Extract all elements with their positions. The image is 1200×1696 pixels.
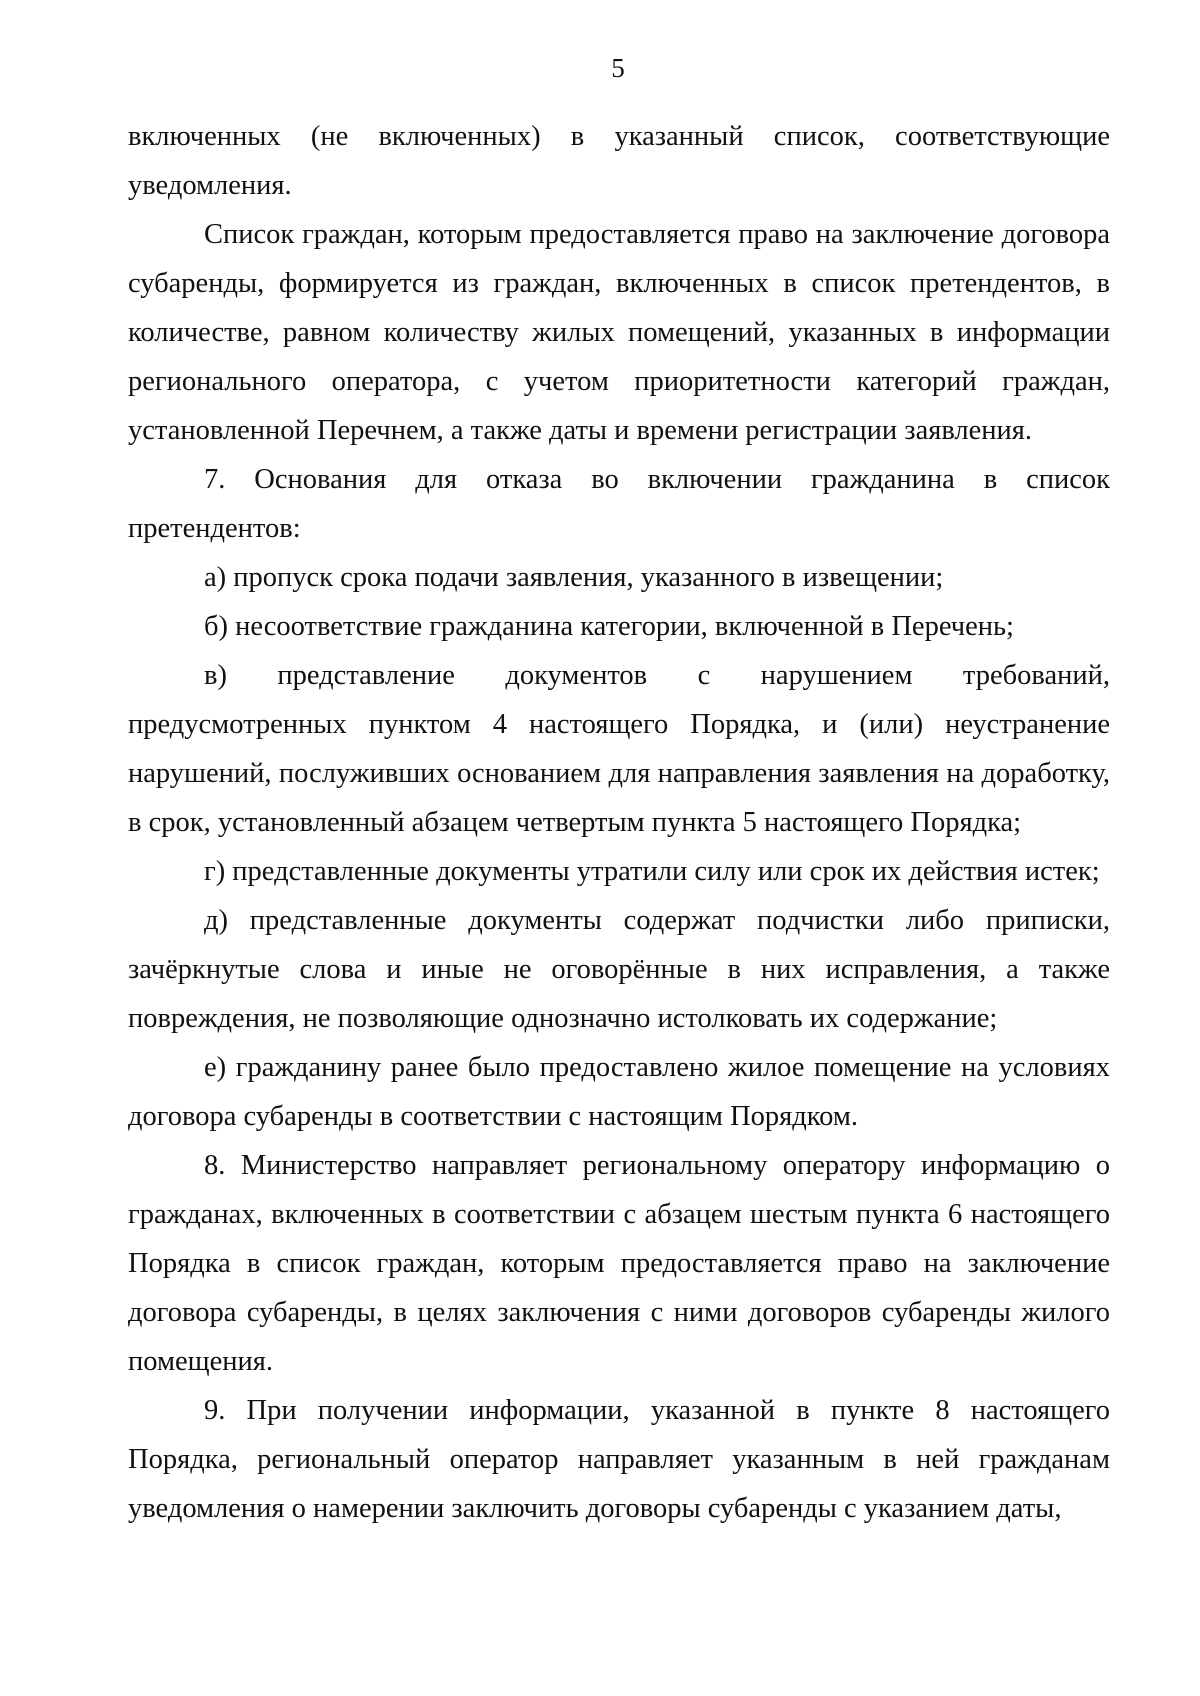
paragraph-item-7d: д) представленные документы содержат подчистки либо приписки, зачёркнутые слова и иные не оговорённые в них исправления, а также повреждения, не позволяющие однозначно истолковать их содержание; — [128, 905, 1110, 1034]
paragraph-item-8: 8. Министерство направляет региональному оператору информацию о гражданах, включенных в соответствии с абзацем шестым пункта 6 настоящего Порядка в список граждан, которым предоставляется право на заключение договора субаренды, в целях заключения с ними договоров субаренды жилого помещения. — [128, 1150, 1110, 1377]
page-number: 5 — [611, 53, 625, 83]
paragraph-list-formation: Список граждан, которым предоставляется право на заключение договора субаренды, формируется из граждан, включенных в список претендентов, в количестве, равном количеству жилых помещений, указанных в информации регионального оператора, с учетом приоритетности категорий граждан, установленной Перечнем, а также даты и времени регистрации заявления. — [128, 219, 1110, 446]
paragraph-item-7v: в) представление документов с нарушением требований, предусмотренных пунктом 4 настоящего Порядка, и (или) неустранение нарушений, послуживших основанием для направления заявления на доработку, в срок, установленный абзацем четвертым пункта 5 настоящего Порядка; — [128, 660, 1110, 838]
paragraph-item-7e: е) гражданину ранее было предоставлено жилое помещение на условиях договора субаренды в соответствии с настоящим Порядком. — [128, 1052, 1110, 1132]
paragraph-item-7a: а) пропуск срока подачи заявления, указанного в извещении; — [204, 562, 944, 593]
paragraph-item-7: 7. Основания для отказа во включении гражданина в список претендентов: — [128, 464, 1110, 544]
paragraph-item-7b: б) несоответствие гражданина категории, включенной в Перечень; — [204, 611, 1014, 642]
paragraph-item-9: 9. При получении информации, указанной в пункте 8 настоящего Порядка, региональный оператор направляет указанным в ней гражданам уведомления о намерении заключить договоры субаренды с указанием даты, — [128, 1395, 1110, 1524]
document-body — [128, 112, 1110, 1533]
paragraph-item-7g: г) представленные документы утратили силу или срок их действия истек; — [204, 856, 1100, 887]
paragraph-continuation: включенных (не включенных) в указанный список, соответствующие уведомления. — [128, 121, 1110, 201]
